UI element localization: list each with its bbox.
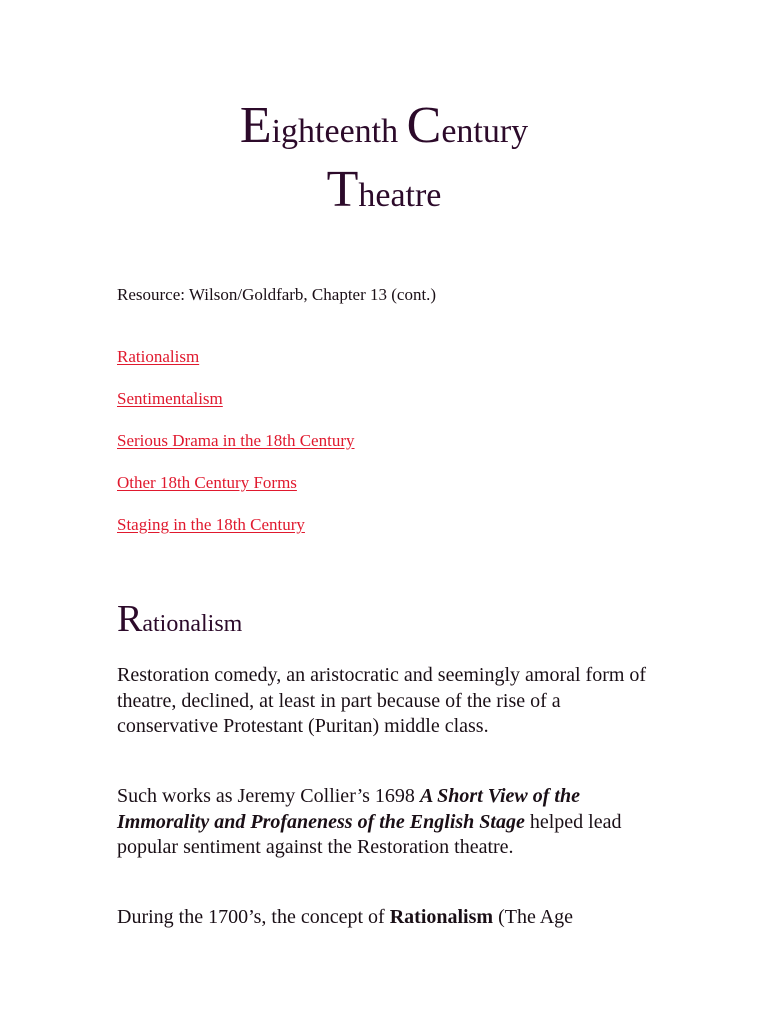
heading-text-ationalism: ationalism: [142, 611, 243, 637]
title-text-heatre: heatre: [358, 177, 442, 214]
title-drop-cap-t: T: [326, 161, 359, 218]
title-text-ighteenth: ighteenth: [271, 113, 407, 150]
section-heading-rationalism: [117, 600, 242, 638]
paragraph-text: Such works as Jeremy Collier’s 1698: [117, 785, 420, 807]
paragraph-restoration-comedy: Restoration comedy, an aristocratic and seemingly amoral form of theatre, declined, at least in part because of the rise of a conservative Protestant (Puritan) middle class.: [117, 664, 647, 737]
toc-link-sentimentalism[interactable]: Sentimentalism: [117, 389, 223, 408]
toc-link-other-forms[interactable]: Other 18th Century Forms: [117, 473, 297, 492]
toc-item: [117, 473, 355, 515]
title-drop-cap-c: C: [406, 97, 442, 154]
toc-item: [117, 389, 355, 431]
toc-item: [117, 347, 355, 389]
toc-item: [117, 431, 355, 473]
toc-link-serious-drama[interactable]: Serious Drama in the 18th Century: [117, 431, 355, 450]
paragraph-text: (The Age: [493, 906, 574, 928]
page-title-line-2: [0, 161, 768, 218]
heading-drop-cap-r: R: [117, 598, 143, 640]
toc-link-staging[interactable]: Staging in the 18th Century: [117, 515, 305, 534]
toc-item: [117, 515, 355, 557]
book-title: A Short View of the Immorality and Profaneness of the English Stage: [117, 785, 580, 833]
paragraph-collier: [117, 784, 657, 861]
title-drop-cap-e: E: [239, 97, 272, 154]
resource-citation: Resource: Wilson/Goldfarb, Chapter 13 (cont.): [117, 285, 437, 304]
table-of-contents: [117, 347, 355, 557]
bold-term-rationalism: Rationalism: [389, 906, 494, 928]
page-title-line-1: [0, 97, 768, 154]
toc-link-rationalism[interactable]: Rationalism: [117, 347, 200, 366]
paragraph-text: helped lead popular sentiment against the Restoration theatre.: [117, 810, 622, 858]
title-text-entury: entury: [441, 113, 529, 150]
paragraph-age-of-reason: [117, 905, 657, 931]
paragraph-text: During the 1700’s, the concept of: [117, 906, 390, 928]
